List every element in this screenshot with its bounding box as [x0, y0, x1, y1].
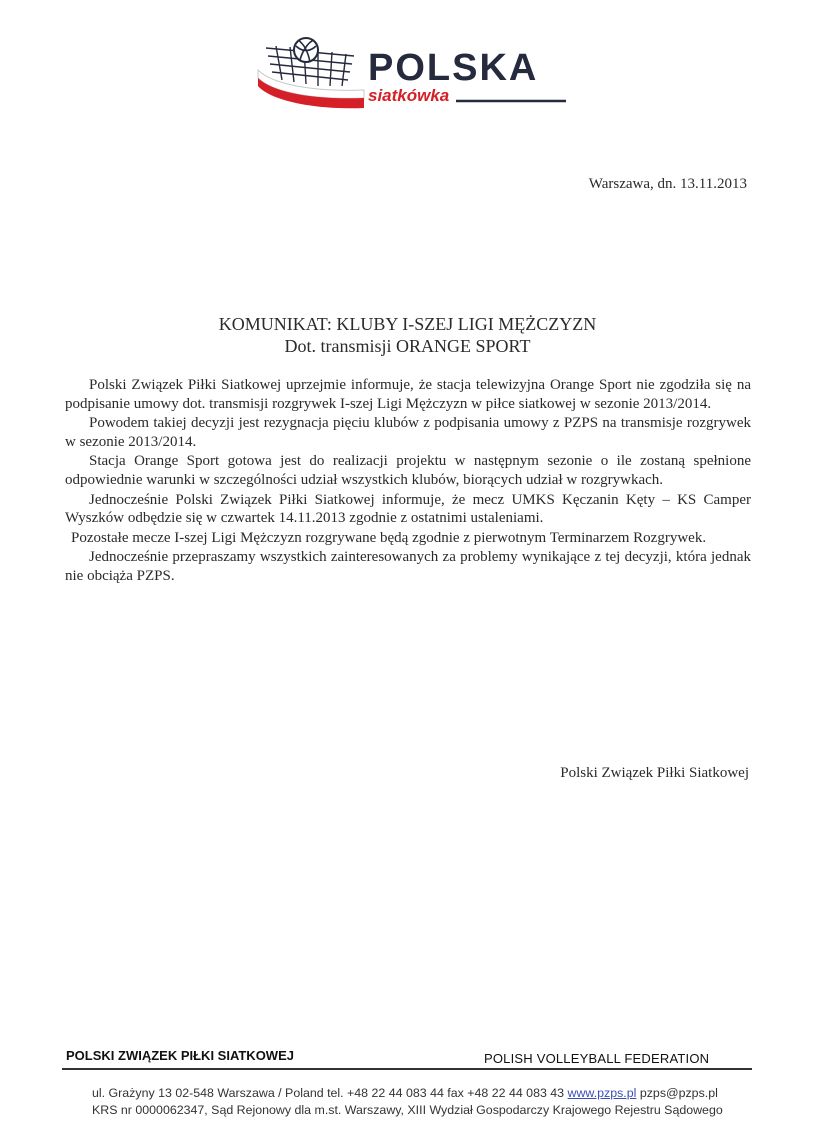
footer-org-name-pl: POLSKI ZWIĄZEK PIŁKI SIATKOWEJ [66, 1048, 294, 1063]
paragraph: Stacja Orange Sport gotowa jest do realizacji projektu w następnym sezonie o ile zostaną spełnione odpowiednie warunki w szczególności udział wszystkich klubów, biorących udział w rozgrywkach. [65, 453, 751, 488]
website-link[interactable]: www.pzps.pl [567, 1086, 637, 1100]
footer-divider [62, 1068, 752, 1070]
document-subtitle: Dot. transmisji ORANGE SPORT [284, 336, 531, 356]
footer-registry: KRS nr 0000062347, Sąd Rejonowy dla m.st. Warszawy, XIII Wydział Gospodarczy Krajowego Rejestru Sądowego [92, 1103, 723, 1117]
footer-org-name-en: POLISH VOLLEYBALL FEDERATION [484, 1051, 710, 1066]
logo-text [368, 47, 539, 105]
logo-wordmark: POLSKA [368, 47, 539, 89]
date-line: Warszawa, dn. 13.11.2013 [588, 176, 747, 192]
document-title: KOMUNIKAT: KLUBY I-SZEJ LIGI MĘŻCZYZN [218, 314, 597, 334]
paragraph: Powodem takiej decyzji jest rezygnacja pięciu klubów z podpisania umowy z PZPS na transmisje rozgrywek w sezonie 2013/2014. [65, 415, 751, 450]
footer-address-text: ul. Grażyny 13 02-548 Warszawa / Poland tel. +48 22 44 083 44 fax +48 22 44 083 43 [92, 1086, 568, 1100]
paragraph: Pozostałe mecze I-szej Ligi Mężczyzn rozgrywane będą zgodnie z pierwotnym Terminarzem Rozgrywek. [71, 529, 707, 546]
logo-underline [456, 98, 566, 104]
footer-address [92, 1086, 718, 1100]
signature: Polski Związek Piłki Siatkowej [560, 765, 749, 781]
paragraph: Jednocześnie Polski Związek Piłki Siatkowej informuje, że mecz UMKS Kęczanin Kęty – KS Camper Wyszków odbędzie się w czwartek 14.11.2013 zgodnie z ostatnimi ustaleniami. [65, 491, 751, 527]
volleyball-net-icon [252, 34, 372, 116]
logo-subtitle: siatkówka [368, 86, 450, 105]
document-body [65, 376, 751, 587]
paragraph: Jednocześnie przepraszamy wszystkich zainteresowanych za problemy wynikające z tej decyzji, która jednak nie obciąża PZPS. [65, 549, 751, 584]
paragraph: Polski Związek Piłki Siatkowej uprzejmie informuje, że stacja telewizyjna Orange Sport nie zgodziła się na podpisanie umowy dot. transmisji rozgrywek I-szej Ligi Mężczyzn w piłce siatkowej w sezonie 2013/2014. [65, 377, 751, 412]
email-address[interactable]: pzps@pzps.pl [636, 1086, 718, 1100]
